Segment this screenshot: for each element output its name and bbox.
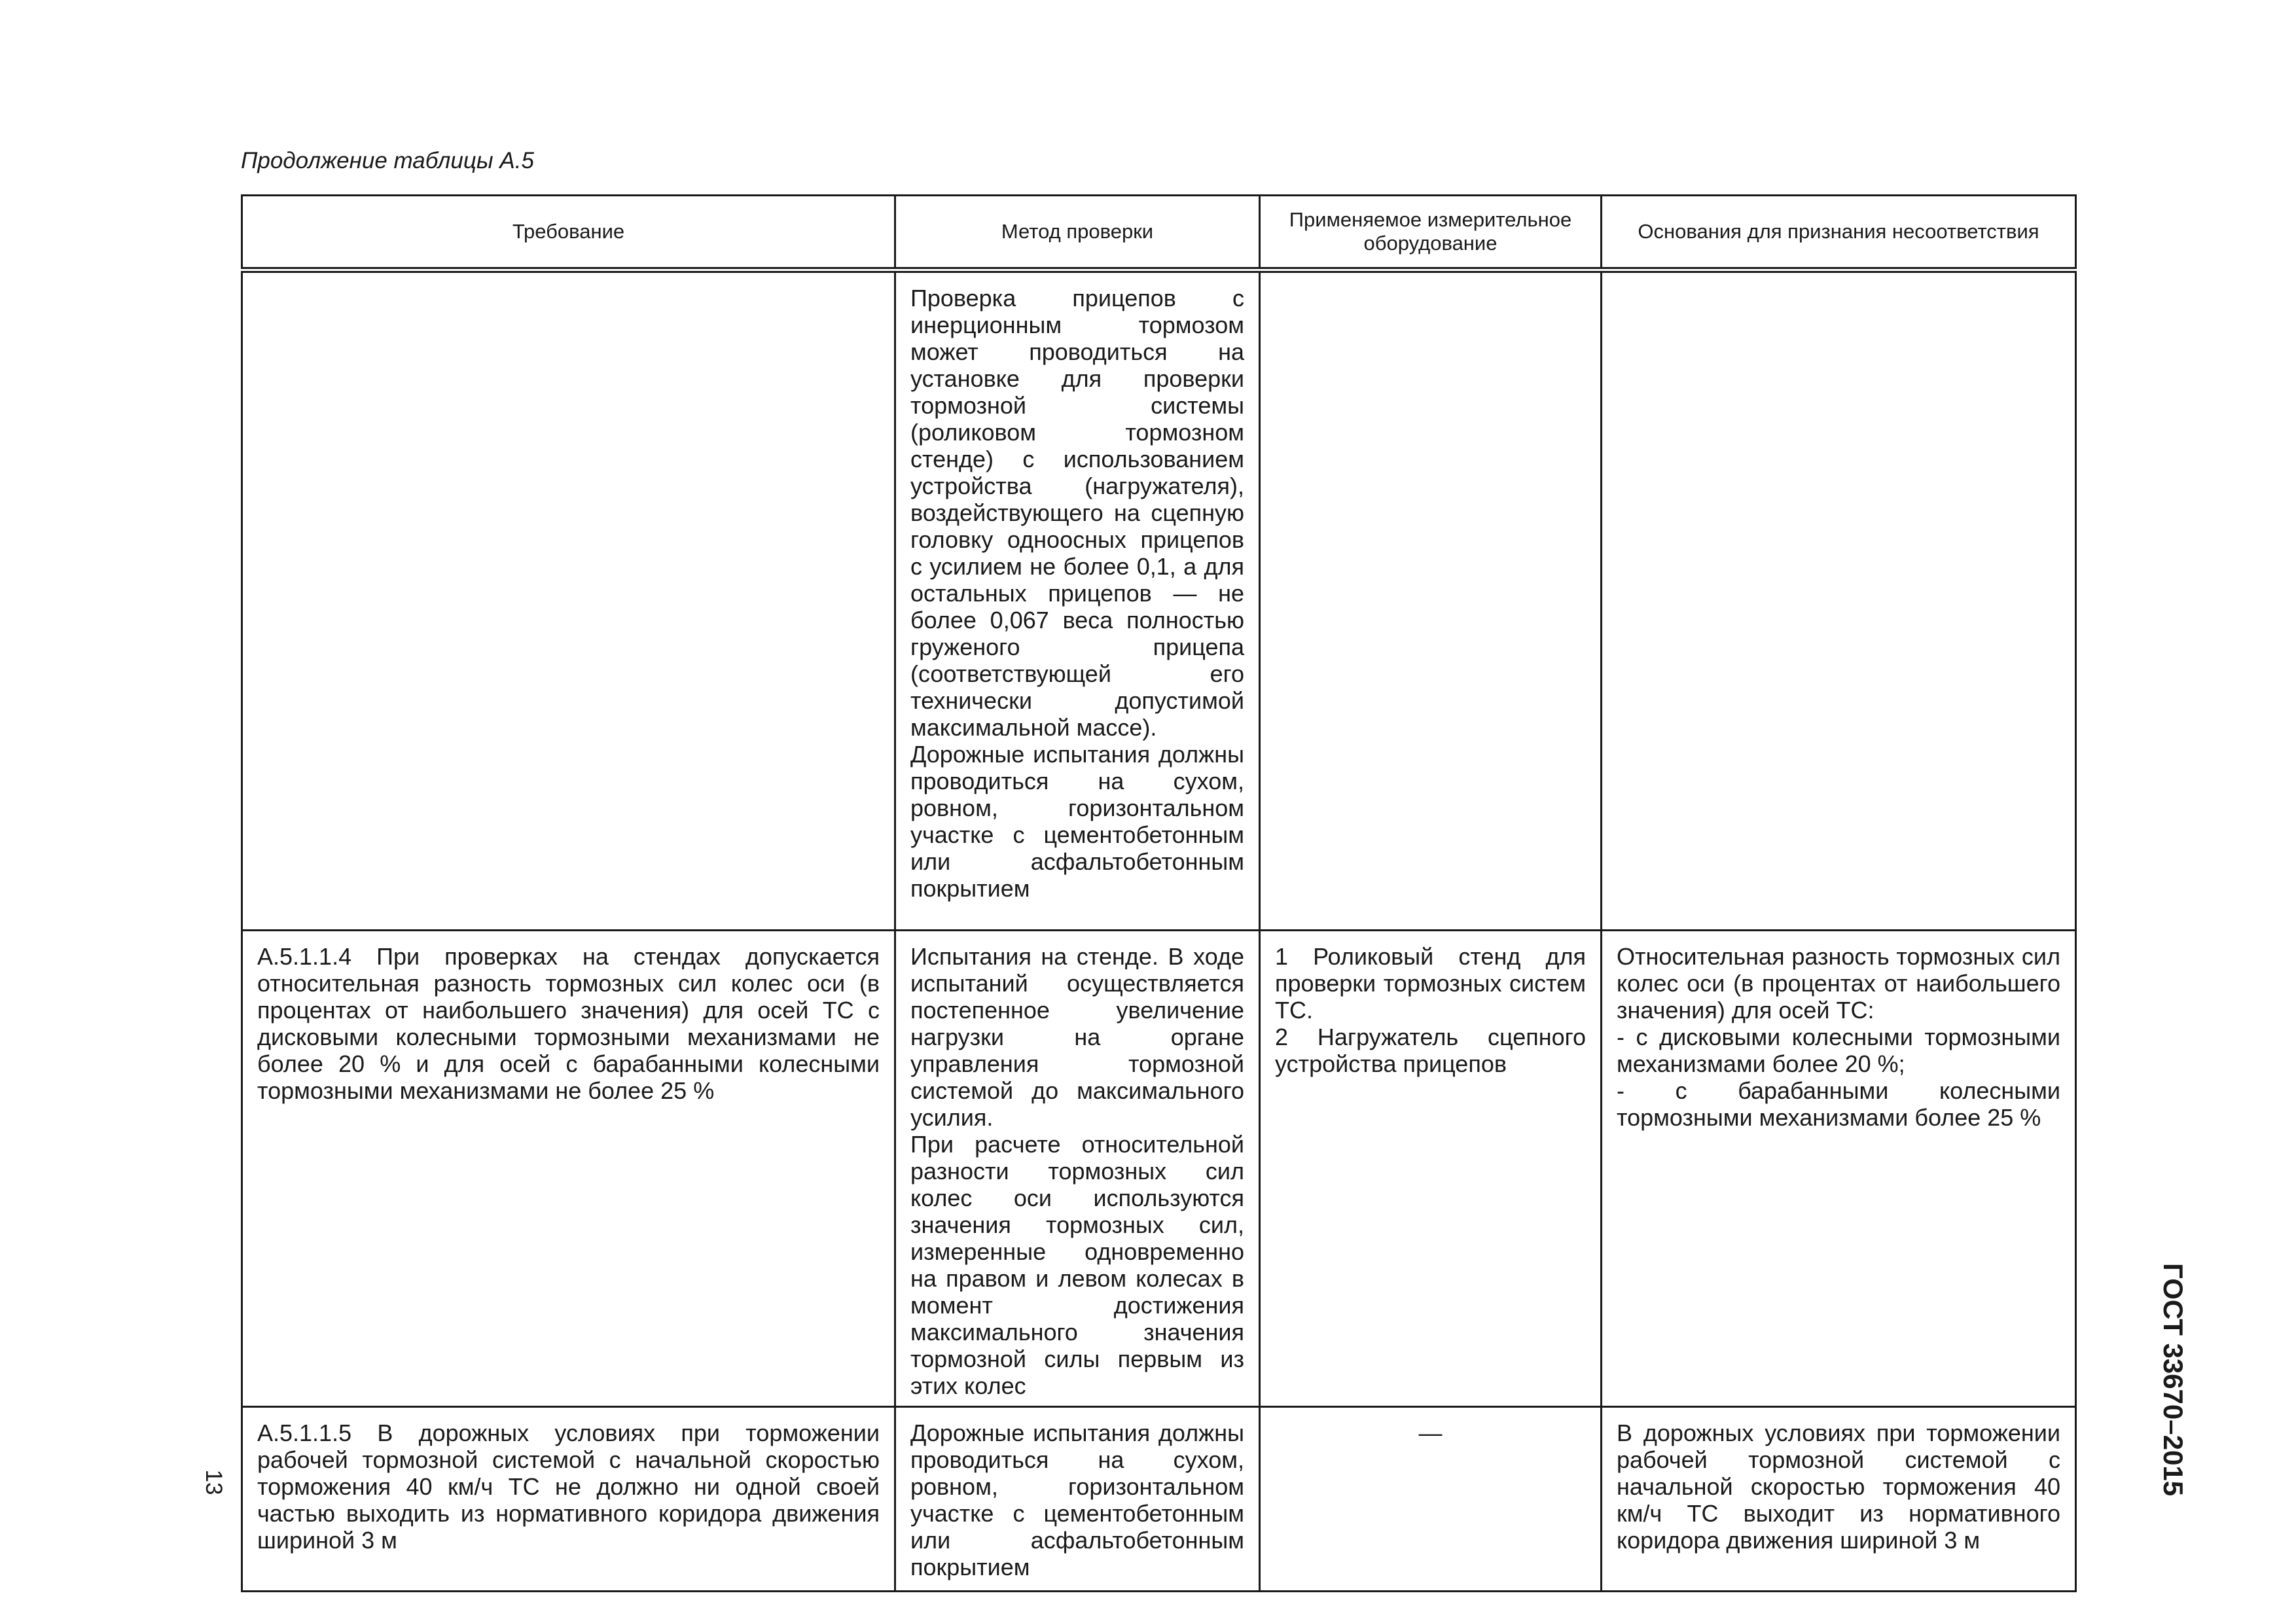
requirement-cell xyxy=(242,270,895,931)
grounds-paragraph: В дорожных условиях при торможении рабочей тормозной системой с начальной скоростью торможения 40 км/ч ТС выходит из нормативного коридора движения шириной 3 м xyxy=(1617,1419,2060,1554)
method-cell xyxy=(895,270,1260,931)
header-equipment: Применяемое измерительное оборудование xyxy=(1260,196,1602,270)
equipment-cell xyxy=(1260,1407,1602,1592)
table-caption: Продолжение таблицы А.5 xyxy=(241,148,534,173)
method-cell xyxy=(895,931,1260,1407)
page-number: 13 xyxy=(201,1469,226,1495)
method-paragraph: Дорожные испытания должны проводиться на сухом, ровном, горизонтальном участке с цементобетонным или асфальтобетонным покрытием xyxy=(910,741,1244,902)
header-requirement: Требование xyxy=(242,196,895,270)
grounds-paragraph: - с барабанными колесными тормозными механизмами более 25 % xyxy=(1617,1077,2060,1131)
header-grounds: Основания для признания несоответствия xyxy=(1602,196,2076,270)
grounds-paragraph: - с дисковыми колесными тормозными механизмами более 20 %; xyxy=(1617,1024,2060,1077)
grounds-paragraph: Относительная разность тормозных сил колес оси (в процентах от наибольшего значения) для осей ТС: xyxy=(1617,943,2060,1024)
table-row xyxy=(242,1407,2076,1592)
document-code: ГОСТ 33670–2015 xyxy=(2158,1262,2189,1497)
table-row xyxy=(242,270,2076,931)
equipment-item: 2 Нагружатель сцепного устройства прицепов xyxy=(1275,1024,1586,1077)
equipment-cell xyxy=(1260,270,1602,931)
grounds-cell xyxy=(1602,1407,2076,1592)
equipment-dash: — xyxy=(1418,1419,1443,1446)
method-cell xyxy=(895,1407,1260,1592)
table-row xyxy=(242,931,2076,1407)
header-method: Метод проверки xyxy=(895,196,1260,270)
requirement-cell: А.5.1.1.5 В дорожных условиях при торможении рабочей тормозной системой с начальной скоростью торможения 40 км/ч ТС не должно ни одной своей частью выходить из нормативного коридора движения шириной 3 м xyxy=(242,1407,895,1592)
method-paragraph: Дорожные испытания должны проводиться на сухом, ровном, горизонтальном участке с цементобетонным или асфальтобетонным покрытием xyxy=(910,1419,1244,1580)
grounds-cell xyxy=(1602,270,2076,931)
equipment-cell xyxy=(1260,931,1602,1407)
equipment-item: 1 Роликовый стенд для проверки тормозных систем ТС. xyxy=(1275,943,1586,1024)
method-paragraph: При расчете относительной разности тормозных сил колес оси используются значения тормозных сил, измеренные одновременно на правом и левом колесах в момент достижения максимального значения тормозной силы первым из этих колес xyxy=(910,1131,1244,1399)
method-paragraph: Проверка прицепов с инерционным тормозом может проводиться на установке для проверки тормозной системы (роликовом тормозном стенде) с использованием устройства (нагружателя), воздействующего на сцепную головку одноосных прицепов с усилием не более 0,1, а для остальных прицепов — не более 0,067 веса полностью груженого прицепа (соответствующей его технически допустимой максимальной массе). xyxy=(910,285,1244,741)
requirements-table xyxy=(241,194,2077,1592)
requirement-cell: А.5.1.1.4 При проверках на стендах допускается относительная разность тормозных сил колес оси (в процентах от наибольшего значения) для осей ТС с дисковыми колесными тормозными механизмами не более 20 % и для осей с барабанными колесными тормозными механизмами не более 25 % xyxy=(242,931,895,1407)
grounds-cell xyxy=(1602,931,2076,1407)
table-header-row xyxy=(242,196,2076,270)
method-paragraph: Испытания на стенде. В ходе испытаний осуществляется постепенное увеличение нагрузки на органе управления тормозной системой до максимального усилия. xyxy=(910,943,1244,1131)
